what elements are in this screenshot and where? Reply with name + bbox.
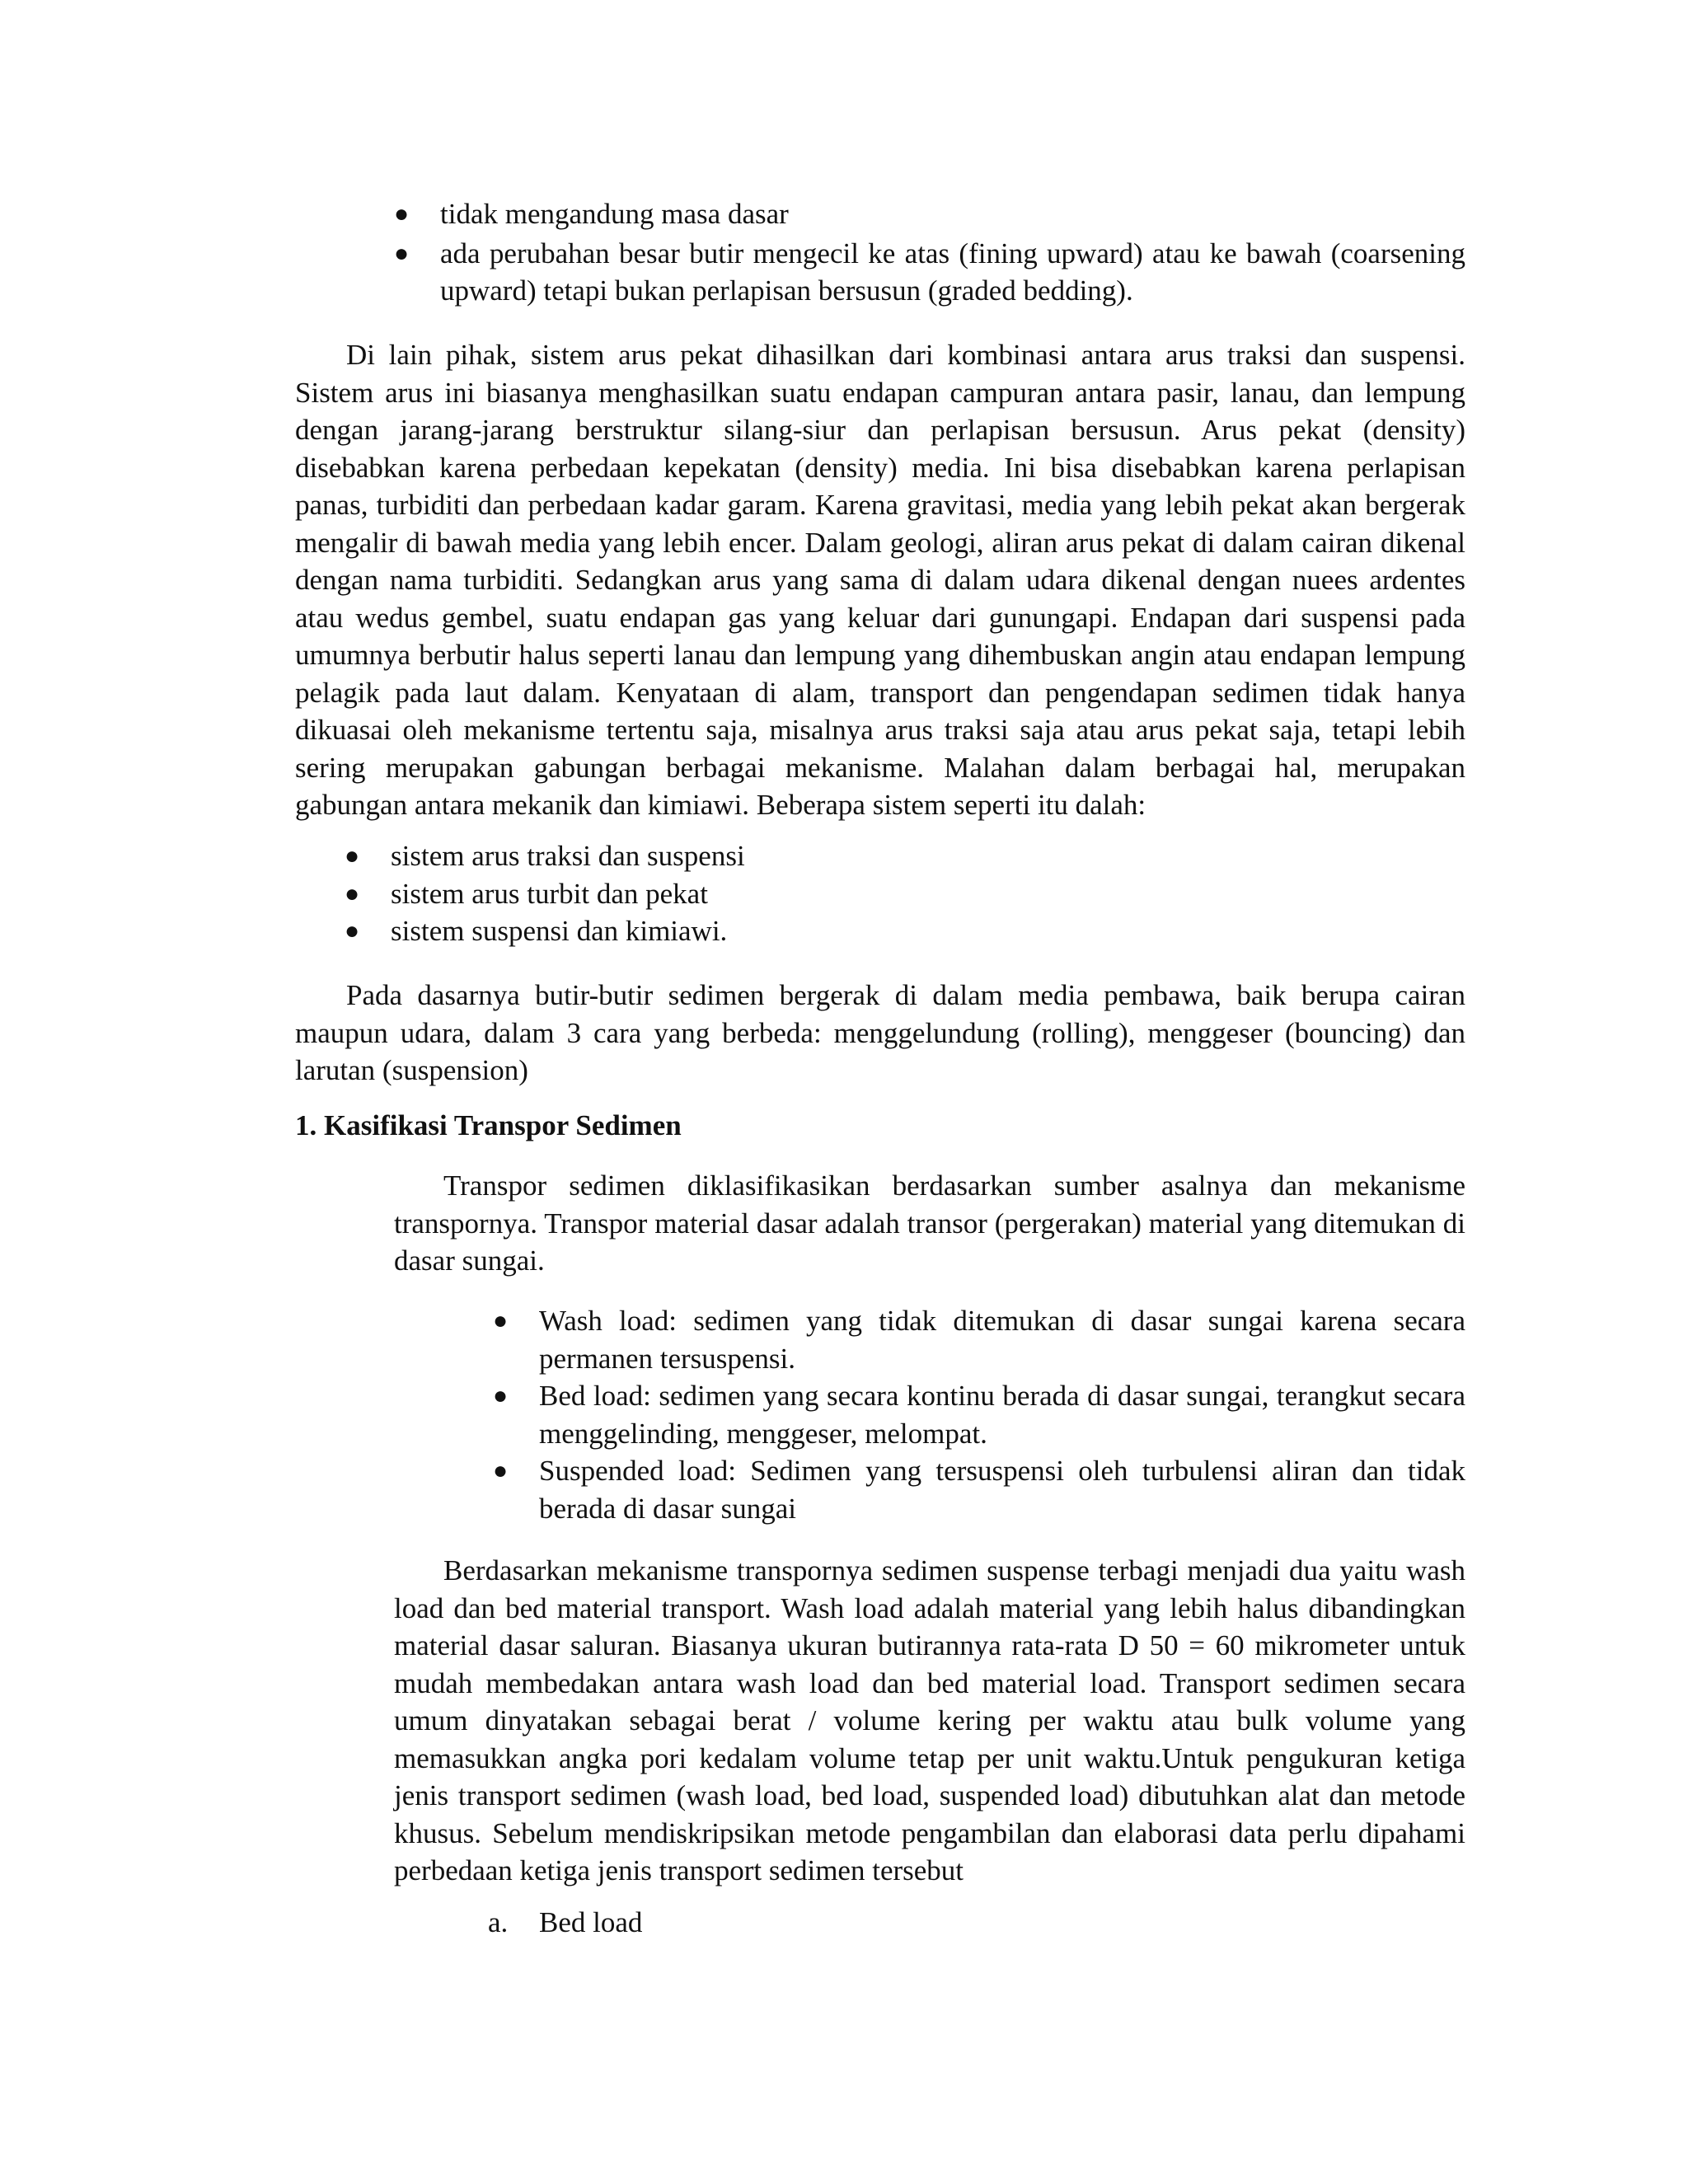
paragraph: Berdasarkan mekanisme transpornya sedimen suspense terbagi menjadi dua yaitu wash load dan bed material transport. Wash load adalah material yang lebih halus dibandingkan material dasar saluran. Biasanya ukuran butirannya rata-rata D 50 = 60 mikrometer untuk mudah membedakan antara wash load dan bed material load. Transport sedimen secara umum dinyatakan sebagai berat / volume kering per waktu atau bulk volume yang memasukkan angka pori kedalam volume tetap per unit waktu.Untuk pengukuran ketiga jenis transport sedimen (wash load, bed load, suspended load) dibutuhkan alat dan metode khusus. Sebelum mendiskripsikan metode pengambilan dan elaborasi data perlu dipahami perbedaan ketiga jenis transport sedimen tersebut xyxy=(394,1554,1465,1886)
list-item-text: sistem suspensi dan kimiawi. xyxy=(391,915,728,947)
bullet-icon: ● xyxy=(493,1457,509,1484)
list-item-text: ada perubahan besar butir mengecil ke atas (fining upward) atau ke bawah (coarsening upward) tetapi bukan perlapisan bersusun (graded bedding). xyxy=(440,237,1465,307)
list-item xyxy=(493,1452,1465,1527)
systems-bullet-list xyxy=(345,837,1465,950)
top-bullet-list xyxy=(394,195,1465,310)
load-bullet-list xyxy=(493,1302,1465,1527)
list-item xyxy=(493,1302,1465,1377)
list-item xyxy=(394,195,1465,233)
list-item xyxy=(394,235,1465,310)
list-item-text: Bed load xyxy=(539,1906,643,1938)
bullet-icon: ● xyxy=(345,917,360,944)
paragraph: Pada dasarnya butir-butir sedimen bergerak di dalam media pembawa, baik berupa cairan maupun udara, dalam 3 cara yang berbeda: menggelundung (rolling), menggeser (bouncing) dan larutan (suspension) xyxy=(295,979,1465,1086)
bullet-icon: ● xyxy=(394,239,410,267)
list-item xyxy=(488,1904,1465,1942)
bullet-icon: ● xyxy=(345,879,360,907)
list-item-text: Bed load: sedimen yang secara kontinu berada di dasar sungai, terangkut secara menggelinding, menggeser, melompat. xyxy=(539,1380,1465,1450)
bullet-icon: ● xyxy=(493,1382,509,1409)
bullet-icon: ● xyxy=(493,1307,509,1334)
list-item-text: Suspended load: Sedimen yang tersuspensi oleh turbulensi aliran dan tidak berada di dasar sungai xyxy=(539,1455,1465,1525)
paragraph: Di lain pihak, sistem arus pekat dihasilkan dari kombinasi antara arus traksi dan suspensi. Sistem arus ini biasanya menghasilkan suatu endapan campuran antara pasir, lanau, dan lempung dengan jarang-jarang berstruktur silang-siur dan perlapisan bersusun. Arus pekat (density) disebabkan karena perbedaan kepekatan (density) media. Ini bisa disebabkan karena perlapisan panas, turbiditi dan perbedaan kadar garam. Karena gravitasi, media yang lebih pekat akan bergerak mengalir di bawah media yang lebih encer. Dalam geologi, aliran arus pekat di dalam cairan dikenal dengan nama turbiditi. Sedangkan arus yang sama di dalam udara dikenal dengan nuees ardentes atau wedus gembel, suatu endapan gas yang keluar dari gunungapi. Endapan dari suspensi pada umumnya berbutir halus seperti lanau dan lempung yang dihembuskan angin atau endapan lempung pelagik pada laut dalam. Kenyataan di alam, transport dan pengendapan sedimen tidak hanya dikuasai oleh mekanisme tertentu saja, misalnya arus traksi saja atau arus pekat saja, tetapi lebih sering merupakan gabungan berbagai mekanisme. Malahan dalam berbagai hal, merupakan gabungan antara mekanik dan kimiawi. Beberapa sistem seperti itu dalah: xyxy=(295,339,1465,821)
list-item-text: sistem arus turbit dan pekat xyxy=(391,877,708,910)
paragraph: Transpor sedimen diklasifikasikan berdasarkan sumber asalnya dan mekanisme transpornya. Transpor material dasar adalah transor (pergerakan) material yang ditemukan di dasar sungai. xyxy=(394,1169,1465,1277)
list-item xyxy=(345,875,1465,913)
alpha-list xyxy=(488,1904,1465,1942)
list-item xyxy=(493,1377,1465,1452)
section-heading: 1. Kasifikasi Transpor Sedimen xyxy=(295,1109,682,1141)
list-item xyxy=(345,837,1465,875)
list-item-text: Wash load: sedimen yang tidak ditemukan di dasar sungai karena secara permanen tersuspensi. xyxy=(539,1305,1465,1375)
bullet-icon: ● xyxy=(345,842,360,869)
list-item xyxy=(345,912,1465,950)
list-item-text: sistem arus traksi dan suspensi xyxy=(391,840,745,872)
list-item-text: tidak mengandung masa dasar xyxy=(440,198,789,230)
list-marker: a. xyxy=(488,1906,509,1938)
bullet-icon: ● xyxy=(394,200,410,227)
